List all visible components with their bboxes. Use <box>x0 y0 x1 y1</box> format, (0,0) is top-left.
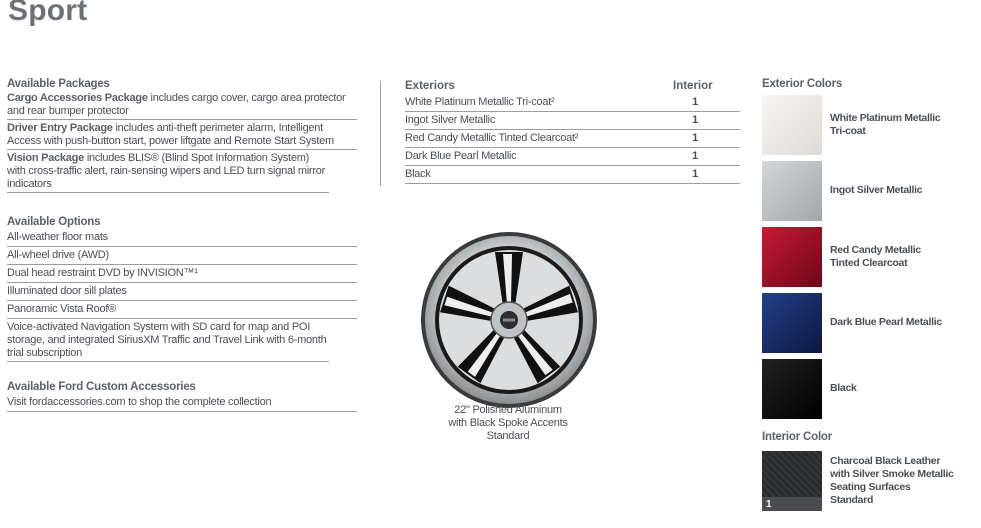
exteriors-table <box>405 78 740 184</box>
interior-heading: Interior <box>673 80 713 92</box>
swatch-label: Dark Blue Pearl Metallic <box>830 316 942 328</box>
swatch-label-line: Tri-coat <box>830 125 866 137</box>
swatch-label-line: Tinted Clearcoat <box>830 257 908 269</box>
available-packages-section <box>7 78 357 193</box>
available-packages-heading: Available Packages <box>7 78 110 90</box>
interior-label-line: Standard <box>830 494 874 506</box>
option-item: All-weather floor mats <box>7 230 357 247</box>
interior-color-label <box>830 455 954 507</box>
exteriors-header-row <box>405 78 740 94</box>
package-item <box>7 120 357 150</box>
option-item: Panoramic Vista Roof® <box>7 301 357 319</box>
exterior-row <box>405 130 740 148</box>
package-name: Driver Entry Package <box>7 122 113 134</box>
exterior-colors-heading: Exterior Colors <box>762 78 843 90</box>
package-desc: includes anti-theft perimeter alarm, Intelligent Access with push-button start, power liftgate and Remote Start System <box>7 122 334 147</box>
interior-code: 1 <box>692 168 698 180</box>
interior-code: 1 <box>692 132 698 144</box>
exterior-name: Ingot Silver Metallic <box>405 114 496 126</box>
package-item <box>7 150 329 193</box>
available-options-heading: Available Options <box>7 216 101 228</box>
exterior-row <box>405 148 740 166</box>
package-desc: includes cargo cover, cargo area protector and rear bumper protector <box>7 92 346 117</box>
swatch-red-candy <box>762 227 822 287</box>
exterior-row <box>405 94 740 112</box>
exterior-name: White Platinum Metallic Tri-coat² <box>405 96 555 108</box>
wheel-caption-line: 22" Polished Aluminum <box>454 404 562 416</box>
option-item: All-wheel drive (AWD) <box>7 247 357 265</box>
column-divider <box>380 81 381 186</box>
exteriors-heading: Exteriors <box>405 80 455 92</box>
interior-label-line: with Silver Smoke Metallic <box>830 468 954 480</box>
swatch-label-line: White Platinum Metallic <box>830 112 941 124</box>
swatch-black <box>762 359 822 419</box>
swatch-label <box>830 244 921 270</box>
exterior-name: Black <box>405 168 431 180</box>
package-name: Cargo Accessories Package <box>7 92 148 104</box>
option-item: Voice-activated Navigation System with SD card for map and POI storage, and integrated SiriusXM Traffic and Travel Link with 6-month trial subscription <box>7 319 329 362</box>
package-name: Vision Package <box>7 152 85 164</box>
exterior-row <box>405 112 740 130</box>
option-item: Dual head restraint DVD by INVISION™¹ <box>7 265 357 283</box>
swatch-label: Ingot Silver Metallic <box>830 184 923 196</box>
page-title: Sport <box>8 0 88 27</box>
custom-accessories-heading: Available Ford Custom Accessories <box>7 381 196 393</box>
option-item: Illuminated door sill plates <box>7 283 357 301</box>
available-options-section <box>7 216 357 362</box>
interior-color-heading: Interior Color <box>762 431 833 443</box>
custom-accessories-text: Visit fordaccessories.com to shop the complete collection <box>7 395 357 412</box>
swatch-ingot-silver <box>762 161 822 221</box>
exterior-row <box>405 166 740 184</box>
swatch-charcoal-black <box>762 451 822 511</box>
package-item <box>7 92 357 120</box>
custom-accessories-section <box>7 381 357 412</box>
swatch-white-platinum <box>762 95 822 155</box>
swatch-dark-blue <box>762 293 822 353</box>
interior-code: 1 <box>692 114 698 126</box>
swatch-label: Black <box>830 382 857 394</box>
wheel-caption-line: with Black Spoke Accents <box>448 417 568 429</box>
wheel-caption <box>420 404 596 443</box>
exterior-name: Dark Blue Pearl Metallic <box>405 150 517 162</box>
wheel-caption-line: Standard <box>486 430 530 442</box>
interior-label-line: Seating Surfaces <box>830 481 911 493</box>
swatch-label-line: Red Candy Metallic <box>830 244 921 256</box>
interior-swatch-number: 1 <box>766 499 772 510</box>
interior-code: 1 <box>692 150 698 162</box>
interior-label-line: Charcoal Black Leather <box>830 455 941 467</box>
package-desc: includes BLIS® (Blind Spot Information System) with cross-traffic alert, rain-sensing wipers and LED turn signal mirror indicators <box>7 152 326 190</box>
interior-code: 1 <box>692 96 698 108</box>
swatch-label <box>830 112 940 138</box>
exterior-name: Red Candy Metallic Tinted Clearcoat² <box>405 132 579 144</box>
wheel-image <box>418 229 600 411</box>
